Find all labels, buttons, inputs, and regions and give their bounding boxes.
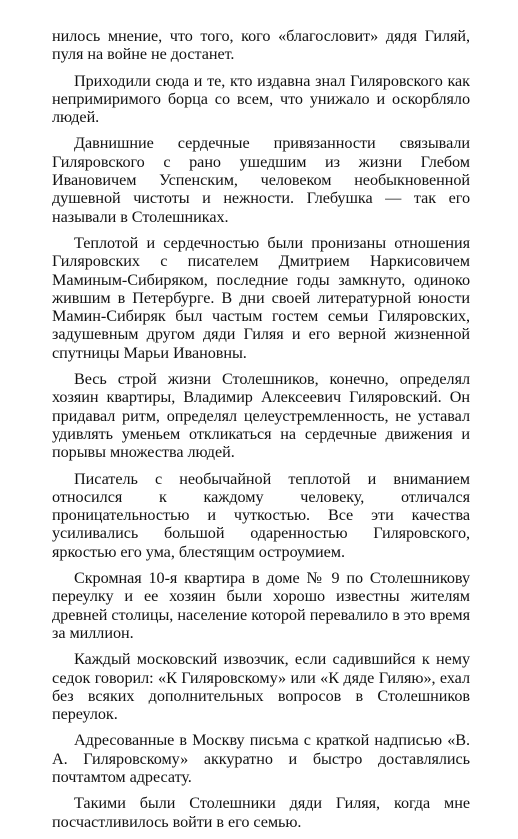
paragraph-letters: Адресованные в Москву письма с краткой надписью «В. А. Гиляровскому» аккуратно и быстро доставлялись почтамтом адресату. [52, 731, 470, 786]
paragraph-continuation: нилось мнение, что того, кого «благословит» дядя Гиляй, пуля на войне не достанет. [52, 27, 470, 64]
paragraph-household-life: Весь строй жизни Столешников, конечно, определял хозяин квартиры, Владимир Алексеевич Гиляровский. Он придавал ритм, определял целеустремленность, не уставал удивлять уменьем откликаться на сердечные движения и порывы множества людей. [52, 370, 470, 462]
paragraph-mamin-sibiryak: Теплотой и сердечностью были пронизаны отношения Гиляровских с писателем Дмитрием Наркисовичем Маминым-Сибиряком, последние годы замкнуто, одиноко жившим в Петербурге. В дни своей литературной юности Мамин-Сибиряк был частым гостем семьи Гиляровских, задушевным другом дяди Гиляя и его верной жизненной спутницы Марьи Ивановны. [52, 233, 470, 362]
paragraph-cab-drivers: Каждый московский извозчик, если садившийся к нему седок говорил: «К Гиляровскому» или «К дяде Гиляю», ехал без всяких дополнительных вопросов в Столешников переулок. [52, 650, 470, 724]
paragraph-uspensky: Давнишние сердечные привязанности связывали Гиляровского с рано ушедшим из жизни Глебом Ивановичем Успенским, человеком необыкновенной душевной чистоты и нежности. Глебушка — так его называли в Столешниках. [52, 134, 470, 226]
paragraph-visitors: Приходили сюда и те, кто издавна знал Гиляровского как непримиримого борца со всем, что унижало и оскорбляло людей. [52, 71, 470, 127]
paragraph-closing: Такими были Столешники дяди Гиляя, когда мне посчастливилось войти в его семью. [52, 794, 470, 831]
page-body-text [52, 27, 470, 839]
paragraph-writer-qualities: Писатель с необычайной теплотой и вниманием относился к каждому человеку, отличался проницательностью и чуткостью. Все эти качества усиливались большой одаренностью Гиляровского, яркостью его ума, блестящим остроумием. [52, 469, 470, 561]
paragraph-apartment: Скромная 10-я квартира в доме № 9 по Столешникову переулку и ее хозяин были хорошо известны жителям древней столицы, население которой перевалило в это время за миллион. [52, 569, 470, 642]
